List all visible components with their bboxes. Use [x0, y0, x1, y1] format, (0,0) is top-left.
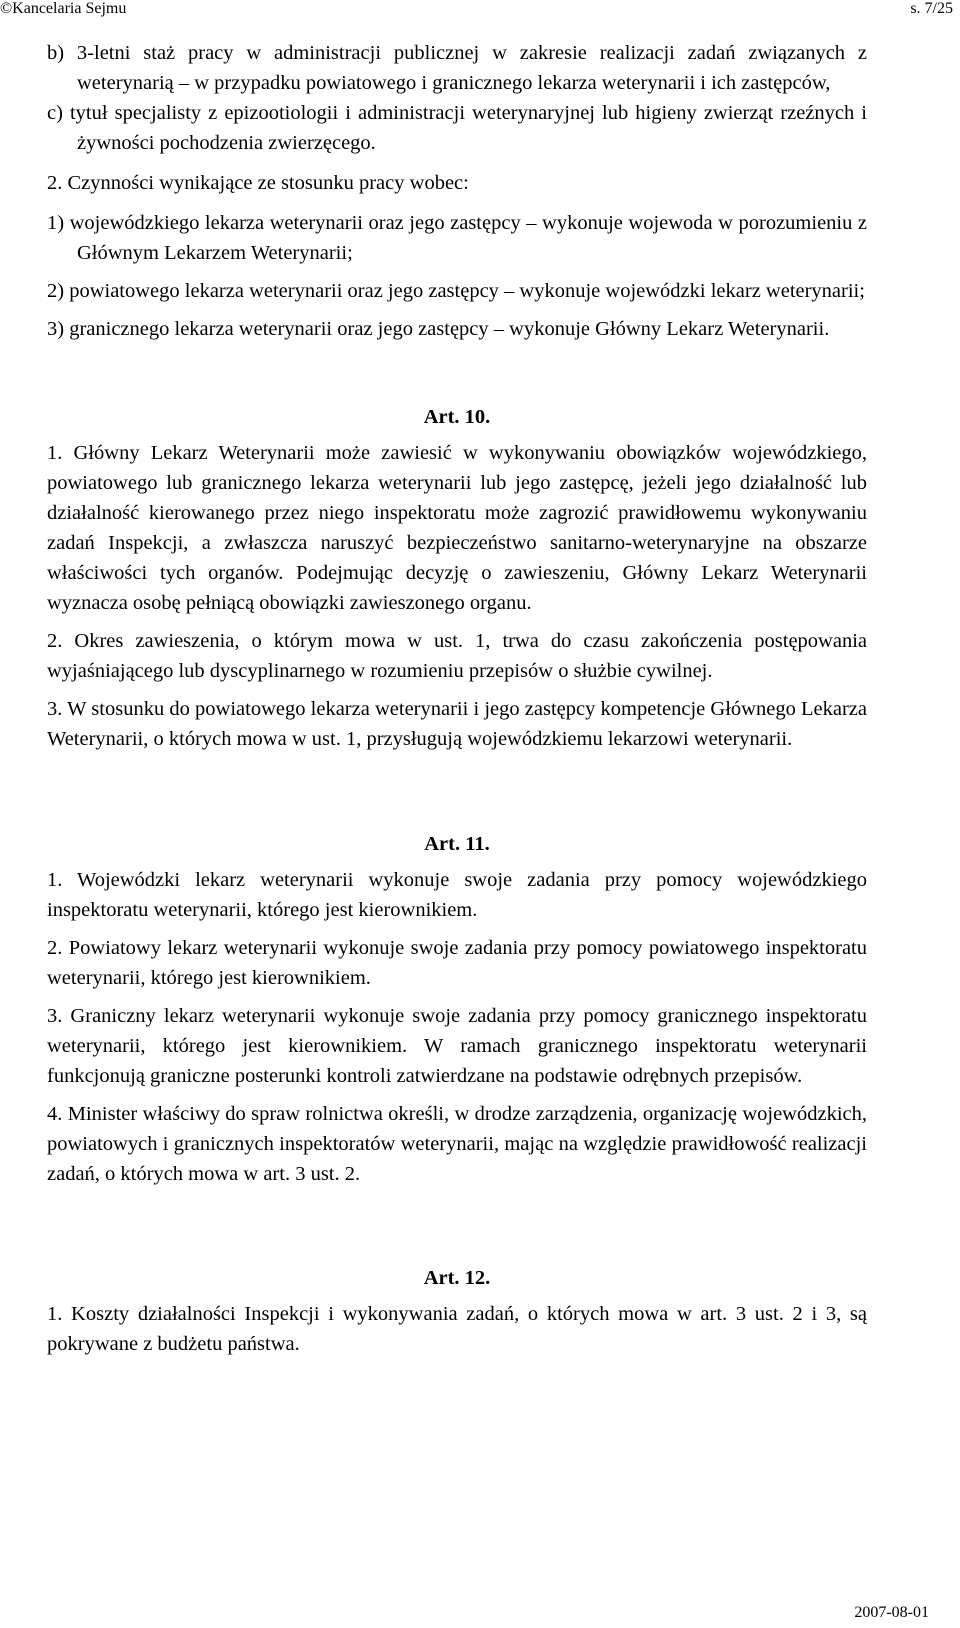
copyright-header: ©Kancelaria Sejmu — [0, 0, 127, 17]
article-12-title: Art. 12. — [423, 1267, 491, 1289]
article-10-title: Art. 10. — [423, 406, 491, 428]
article-11-title: Art. 11. — [424, 833, 490, 855]
article-11-par-1: 1. Wojewódzki lekarz weterynarii wykonuje swoje zadania przy pomocy wojewódzkiego inspektoratu weterynarii, którego jest kierownikiem. — [47, 869, 867, 921]
document-body — [47, 38, 867, 1359]
item-b: b) 3-letni staż pracy w administracji publicznej w zakresie realizacji zadań związanych z weterynarią – w przypadku powiatowego i granicznego lekarza weterynarii i ich zastępców, — [47, 42, 867, 94]
section-2-point-1: 1) wojewódzkiego lekarza weterynarii oraz jego zastępcy – wykonuje wojewoda w porozumieniu z Głównym Lekarzem Weterynarii; — [47, 212, 867, 264]
article-10-par-3: 3. W stosunku do powiatowego lekarza weterynarii i jego zastępcy kompetencje Głównego Lekarza Weterynarii, o których mowa w ust. 1, przysługują wojewódzkiemu lekarzowi weterynarii. — [47, 698, 867, 750]
article-10-par-2: 2. Okres zawieszenia, o którym mowa w ust. 1, trwa do czasu zakończenia postępowania wyjaśniającego lub dyscyplinarnego w rozumieniu przepisów o służbie cywilnej. — [47, 630, 867, 682]
article-10-par-1: 1. Główny Lekarz Weterynarii może zawiesić w wykonywaniu obowiązków wojewódzkiego, powiatowego lub granicznego lekarza weterynarii lub jego zastępcę, jeżeli jego działalność lub działalność kierowanego przez niego inspektoratu może zagrozić prawidłowemu wykonywaniu zadań Inspekcji, a zwłaszcza naruszyć bezpieczeństwo sanitarno-weterynaryjne na obszarze właściwości tych organów. Podejmując decyzję o zawieszeniu, Główny Lekarz Weterynarii wyznacza osobę pełniącą obowiązki zawieszonego organu. — [47, 442, 867, 614]
article-11-par-3: 3. Graniczny lekarz weterynarii wykonuje swoje zadania przy pomocy granicznego inspektoratu weterynarii, którego jest kierownikiem. W ramach granicznego inspektoratu weterynarii funkcjonują graniczne posterunki kontroli zatwierdzane na podstawie odrębnych przepisów. — [47, 1005, 867, 1087]
article-11-par-4: 4. Minister właściwy do spraw rolnictwa określi, w drodze zarządzenia, organizację wojewódzkich, powiatowych i granicznych inspektoratów weterynarii, mając na względzie prawidłowość realizacji zadań, o których mowa w art. 3 ust. 2. — [47, 1103, 867, 1185]
section-2-intro: 2. Czynności wynikające ze stosunku pracy wobec: — [47, 172, 469, 194]
article-11-par-2: 2. Powiatowy lekarz weterynarii wykonuje swoje zadania przy pomocy powiatowego inspektoratu weterynarii, którego jest kierownikiem. — [47, 937, 867, 989]
article-12-par-1: 1. Koszty działalności Inspekcji i wykonywania zadań, o których mowa w art. 3 ust. 2 i 3, są pokrywane z budżetu państwa. — [47, 1303, 867, 1355]
page-number: s. 7/25 — [910, 0, 953, 17]
section-2-point-2: 2) powiatowego lekarza weterynarii oraz jego zastępcy – wykonuje wojewódzki lekarz weterynarii; — [47, 280, 865, 302]
footer-date: 2007-08-01 — [854, 1604, 929, 1621]
section-2-point-3: 3) granicznego lekarza weterynarii oraz jego zastępcy – wykonuje Główny Lekarz Weterynarii. — [47, 318, 830, 340]
item-c: c) tytuł specjalisty z epizootiologii i administracji weterynaryjnej lub higieny zwierząt rzeźnych i żywności pochodzenia zwierzęcego. — [47, 102, 867, 154]
